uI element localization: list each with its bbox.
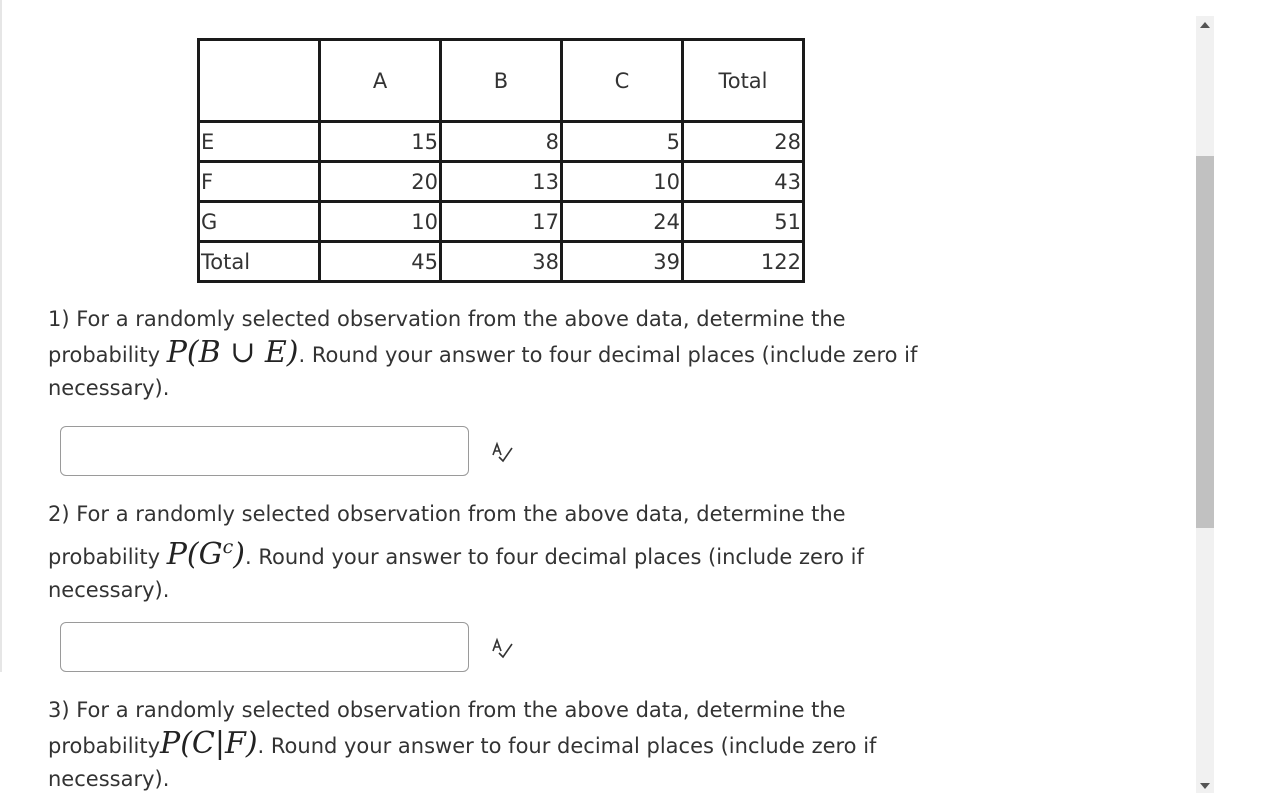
- question-suffix: . Round your answer to four decimal places (include zero if: [257, 734, 877, 758]
- question-text-line: [48, 336, 948, 372]
- spellcheck-icon[interactable]: [490, 440, 514, 464]
- table-cell: 24: [562, 202, 683, 242]
- probability-expression: P(C|F): [160, 726, 258, 761]
- table-header-row: [199, 40, 804, 122]
- question-prefix: probability: [48, 545, 167, 569]
- row-label: G: [199, 202, 320, 242]
- table-cell: 15: [320, 122, 441, 162]
- arrow-up-icon[interactable]: [1200, 22, 1210, 28]
- question-prefix: probability: [48, 734, 161, 758]
- header-cell: B: [441, 40, 562, 122]
- question-prefix: probability: [48, 343, 167, 367]
- table-cell: 10: [562, 162, 683, 202]
- table-cell: 38: [441, 242, 562, 282]
- row-label: Total: [199, 242, 320, 282]
- question-text-line: 3) For a randomly selected observation from the above data, determine the: [48, 698, 846, 722]
- question-text-line: 2) For a randomly selected observation from the above data, determine the: [48, 502, 846, 526]
- question-text-line: necessary).: [48, 376, 170, 400]
- question-text-line: necessary).: [48, 578, 170, 602]
- table-cell: 122: [683, 242, 804, 282]
- table-cell: 20: [320, 162, 441, 202]
- header-cell: A: [320, 40, 441, 122]
- header-cell: C: [562, 40, 683, 122]
- question-text-line: [48, 531, 948, 574]
- row-label: F: [199, 162, 320, 202]
- table-cell: 45: [320, 242, 441, 282]
- table-row: [199, 242, 804, 282]
- table-cell: 28: [683, 122, 804, 162]
- question-text-line: 1) For a randomly selected observation from the above data, determine the: [48, 307, 846, 331]
- table-cell: 5: [562, 122, 683, 162]
- table-row: [199, 202, 804, 242]
- table-cell: 13: [441, 162, 562, 202]
- contingency-table: [197, 38, 805, 283]
- arrow-down-icon[interactable]: [1200, 783, 1210, 789]
- question-suffix: . Round your answer to four decimal places (include zero if: [298, 343, 918, 367]
- header-cell: [199, 40, 320, 122]
- question-text-line: necessary).: [48, 767, 170, 791]
- probability-expression: P(B ∪ E): [166, 335, 299, 370]
- table-cell: 10: [320, 202, 441, 242]
- vertical-scrollbar[interactable]: [1196, 16, 1214, 793]
- header-cell: Total: [683, 40, 804, 122]
- table-cell: 8: [441, 122, 562, 162]
- question-1: [48, 303, 948, 405]
- question-suffix: . Round your answer to four decimal places (include zero if: [244, 545, 864, 569]
- question-2: [48, 498, 948, 607]
- left-divider: [0, 0, 2, 672]
- table-row: [199, 122, 804, 162]
- answer-input-1[interactable]: [60, 426, 469, 476]
- spellcheck-icon[interactable]: [490, 636, 514, 660]
- question-text-line: [48, 727, 948, 763]
- question-3: [48, 694, 948, 796]
- table-cell: 39: [562, 242, 683, 282]
- table-cell: 43: [683, 162, 804, 202]
- answer-input-2[interactable]: [60, 622, 469, 672]
- row-label: E: [199, 122, 320, 162]
- scroll-thumb[interactable]: [1196, 156, 1214, 528]
- table-row: [199, 162, 804, 202]
- table-cell: 17: [441, 202, 562, 242]
- table-cell: 51: [683, 202, 804, 242]
- probability-expression: $P(G^c)$: [166, 536, 245, 572]
